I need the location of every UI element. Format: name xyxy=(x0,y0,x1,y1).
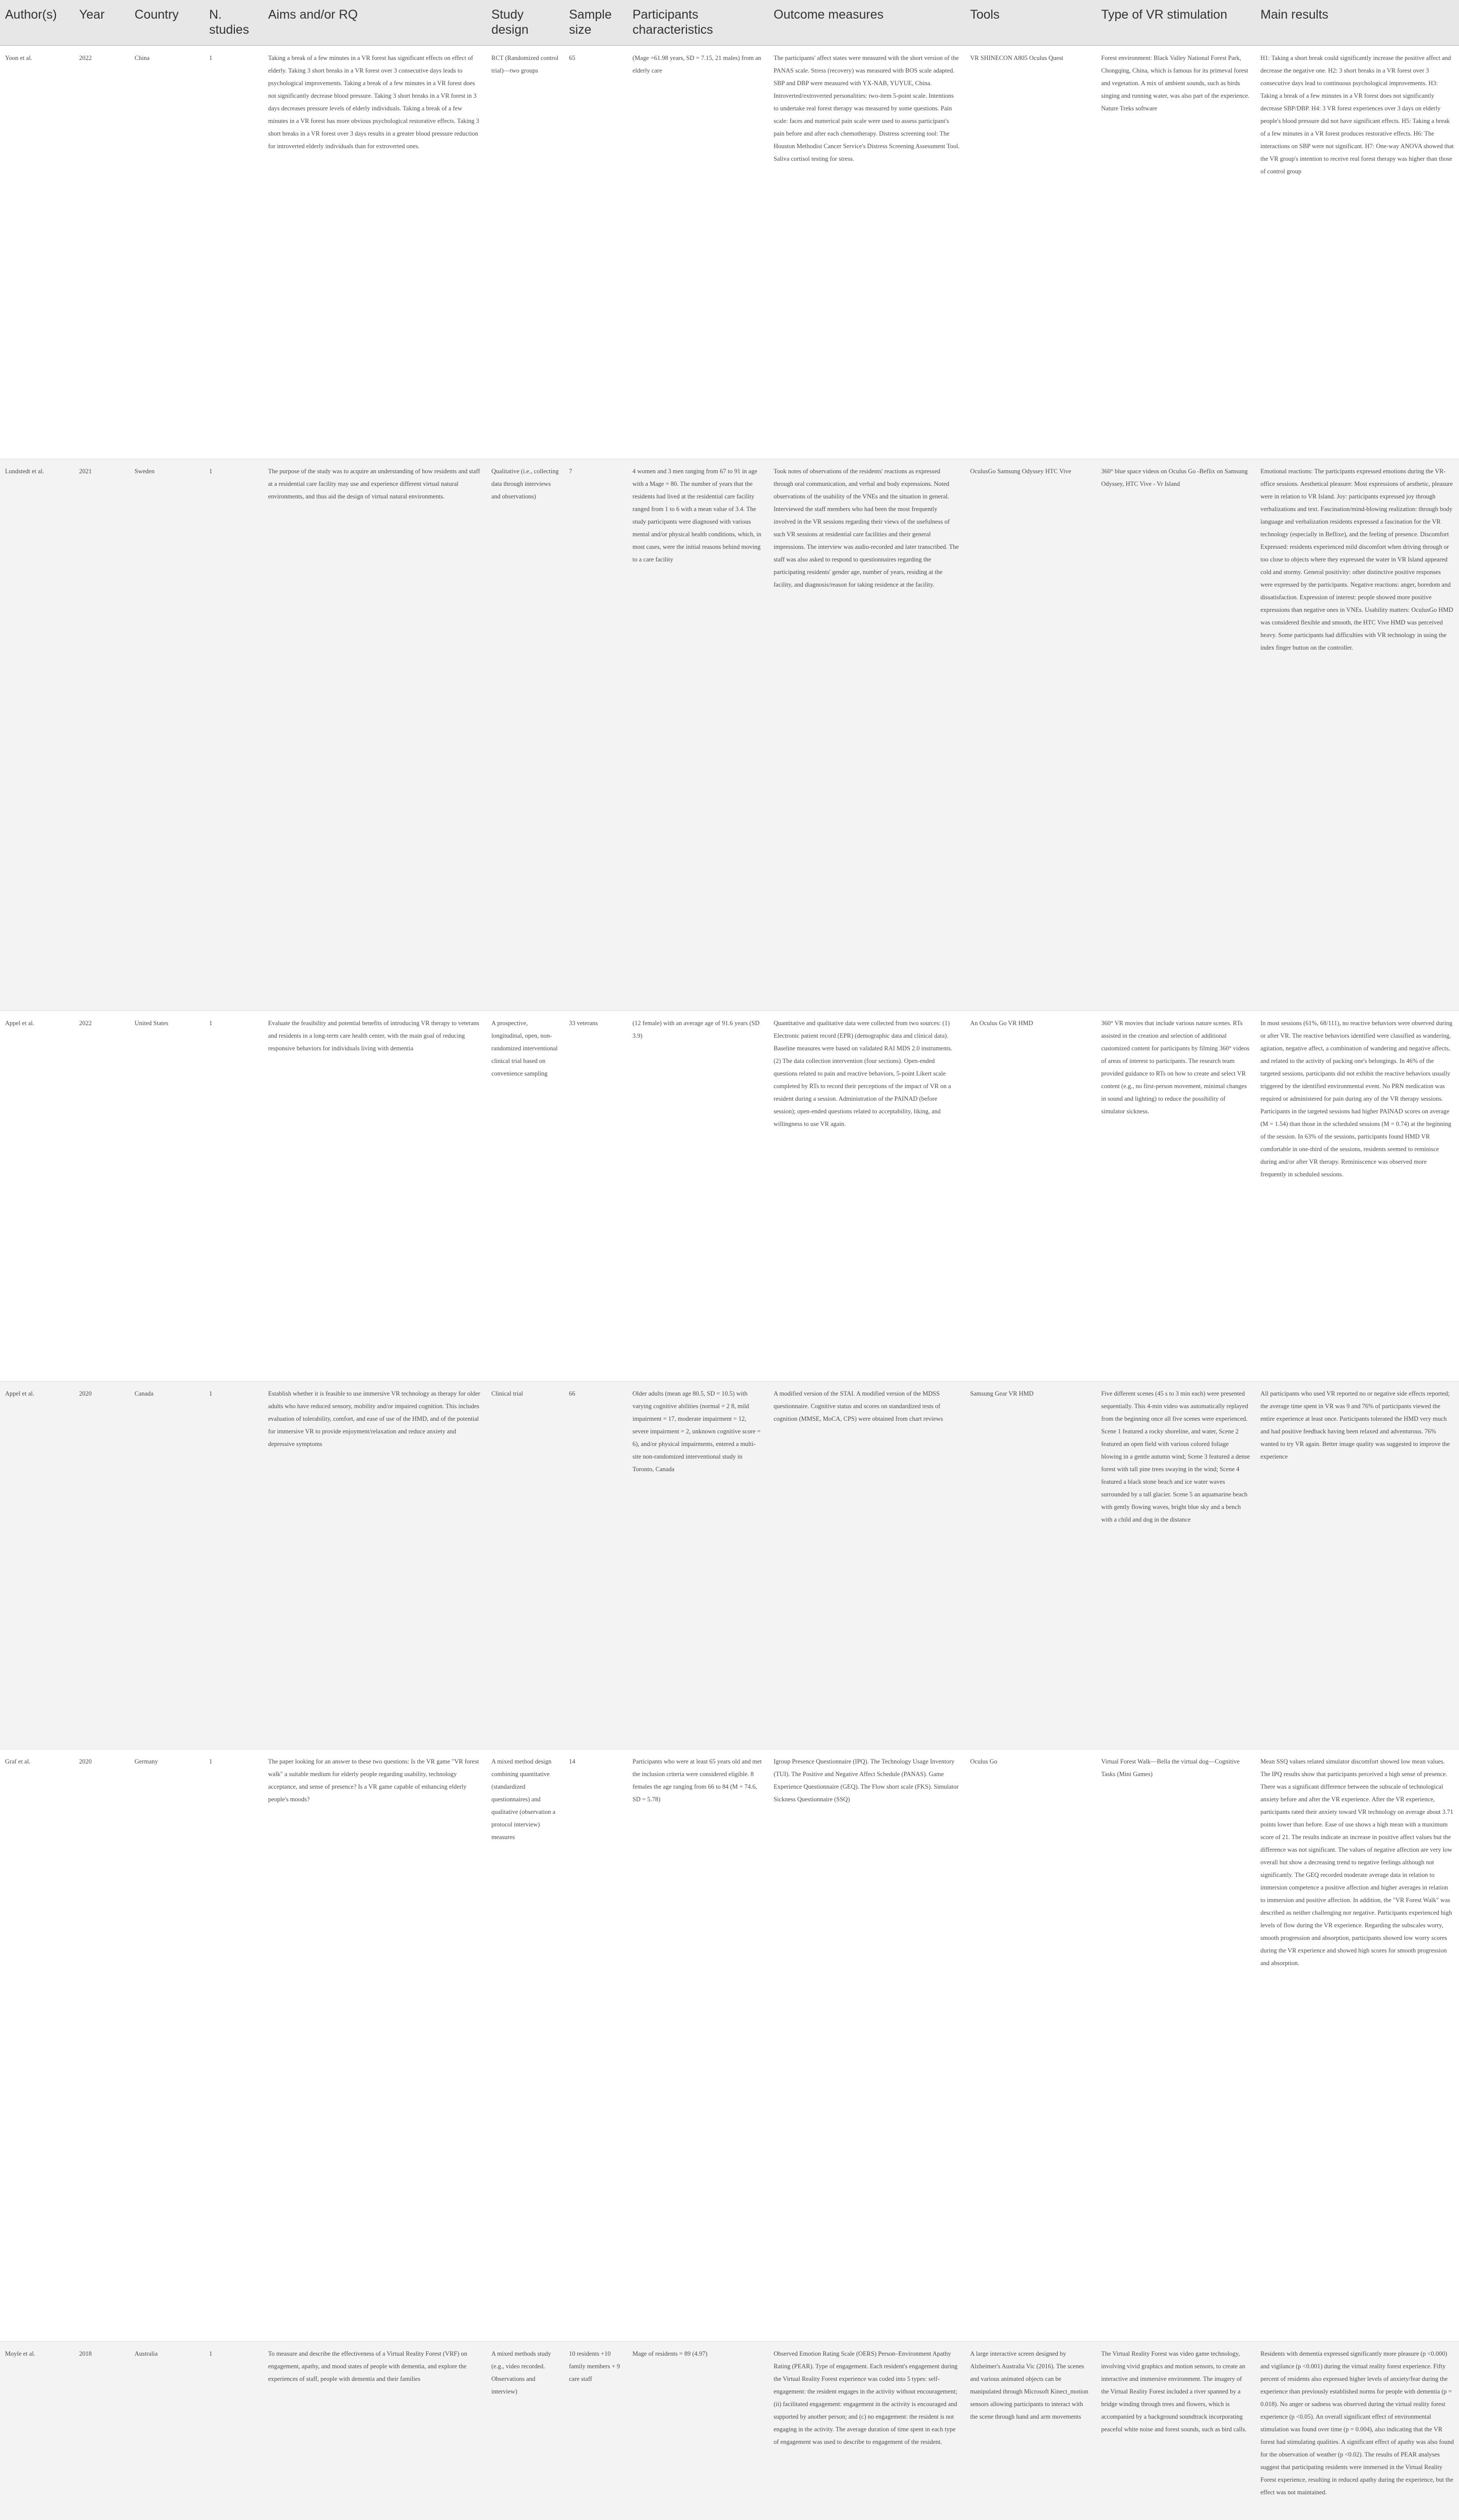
table-row xyxy=(0,1749,1459,2341)
cell-participants: Mage of residents = 89 (4.97) xyxy=(627,2341,769,2520)
header-row xyxy=(0,0,1459,45)
table-body xyxy=(0,45,1459,2520)
cell-sample: 14 xyxy=(564,1749,627,2341)
cell-year: 2020 xyxy=(74,1381,130,1749)
cell-author: Lundstedt et al. xyxy=(0,459,74,1011)
cell-sample: 66 xyxy=(564,1381,627,1749)
cell-n-studies: 1 xyxy=(204,459,263,1011)
cell-vr-type: Forest environment: Black Valley National Forest Park, Chongqing, China, which is famous for its primeval forest and vegetation. A mix of ambient sounds, such as birds singing and running water, was also part of the experience. Nature Treks software xyxy=(1096,45,1255,459)
cell-tools: Oculus Go xyxy=(965,1749,1096,2341)
cell-country: Australia xyxy=(130,2341,204,2520)
header-n-studies: N. studies xyxy=(204,0,263,45)
cell-results: Residents with dementia expressed significantly more pleasure (p <0.000) and vigilance (p <0.001) during the virtual reality forest experience. Fifty percent of residents also expressed higher levels of anxiety/fear during the experience than previously established norms for people with dementia (p = 0.018). No anger or sadness was observed during the virtual reality forest experience (p <0.05). An overall significant effect of environmental stimulation was found over time (p = 0.004), also indicating that the VR forest had stimulating qualities. A significant effect of apathy was also found for the observation of weather (p <0.02). The results of PEAR analyses suggest that participating residents were immersed in the Virtual Reality Forest experience, resulting in reduced apathy during the experience, but the effect was not maintained. xyxy=(1255,2341,1459,2520)
cell-results: Mean SSQ values related simulator discomfort showed low mean values. The IPQ results show that participants perceived a high sense of presence. There was a significant difference between the subscale of technological anxiety before and after the VR experience. After the VR experience, participants rated their anxiety toward VR technology on average about 3.71 points lower than before. Ease of use shows a high mean with a maximum score of 21. The results indicate an increase in positive affect values but the difference was not significant. The values of negative affection are very low overall but show a decreasing trend to negative feelings although not significantly. The GEQ recorded moderate average data in relation to immersion competence a positive affection and higher averages in relation to immersion and positive affection. In addition, the "VR Forest Walk" was described as neither challenging nor negative. Participants experienced high levels of flow during the VR experience. Regarding the subscales worry, smooth progression and absorption, participants showed low worry scores during the VR experience and showed high scores for smooth progression and absorption. xyxy=(1255,1749,1459,2341)
cell-participants: (Mage =61.98 years, SD = 7.15, 21 males) from an elderly care xyxy=(627,45,769,459)
header-author: Author(s) xyxy=(0,0,74,45)
cell-aims: Establish whether it is feasible to use immersive VR technology as therapy for older adults who have reduced sensory, mobility and/or impaired cognition. This includes evaluation of tolerability, comfort, and ease of use of the HMD, and of the potential for immersive VR to provide enjoyment/relaxation and reduce anxiety and depressive symptoms xyxy=(263,1381,486,1749)
cell-year: 2022 xyxy=(74,45,130,459)
cell-country: Germany xyxy=(130,1749,204,2341)
cell-results: In most sessions (61%, 68/111), no reactive behaviors were observed during or after VR. The reactive behaviors identified were classified as wandering, agitation, negative affect, a combination of wandering and negative affects, and related to the activity of packing one's belongings. In 46% of the targeted sessions, participants did not exhibit the reactive behaviors usually triggered by the identified environmental event. No PRN medication was required or administered for pain during any of the VR therapy sessions. Participants in the targeted sessions had higher PAINAD scores on average (M = 1.54) than those in the scheduled sessions (M = 0.74) at the beginning of the session. In 63% of the sessions, participants found HMD VR comfortable in one-third of the sessions, residents seemed to reminisce during and/or after VR therapy. Reminiscence was observed more frequently in scheduled sessions. xyxy=(1255,1011,1459,1381)
cell-author: Yoon et al. xyxy=(0,45,74,459)
header-vr-type: Type of VR stimulation xyxy=(1096,0,1255,45)
cell-author: Moyle et al. xyxy=(0,2341,74,2520)
cell-sample: 10 residents +10 family members + 9 care staff xyxy=(564,2341,627,2520)
cell-year: 2018 xyxy=(74,2341,130,2520)
header-participants: Participants characteristics xyxy=(627,0,769,45)
cell-n-studies: 1 xyxy=(204,1749,263,2341)
cell-author: Graf et al. xyxy=(0,1749,74,2341)
cell-aims: To measure and describe the effectiveness of a Virtual Reality Forest (VRF) on engagement, apathy, and mood states of people with dementia, and explore the experiences of staff, people with dementia and their families xyxy=(263,2341,486,2520)
cell-n-studies: 1 xyxy=(204,45,263,459)
cell-results: Emotional reactions: The participants expressed emotions during the VR-office sessions. Aesthetical pleasure: Most expressions of aesthetic, pleasure were in relation to VR Island. Joy: participants expressed joy through verbalizations and text. Fascination/mind-blowing realization: through body language and verbalization residents expressed a fascination for the VR technology (especially in Beflixe), and the feeling of presence. Discomfort Expressed: residents experienced mild discomfort when driving through or too close to objects where they expressed the water in VR Island appeared cold and stormy. General positivity: other distinctive positive responses were expressed by the participants. Negative reactions: anger, boredom and dissatisfaction. Expression of interest: people showed more positive expressions than negative ones in VNEs. Usability matters: OculusGo HMD was considered flexible and smooth, the HTC Vive HMD was perceived heavy. Some participants had difficulties with VR technology in using the index finger button on the controller. xyxy=(1255,459,1459,1011)
cell-country: Sweden xyxy=(130,459,204,1011)
cell-tools: VR SHINECON A805 Oculus Quest xyxy=(965,45,1096,459)
cell-year: 2020 xyxy=(74,1749,130,2341)
cell-aims: The paper looking for an answer to these two questions: Is the VR game "VR forest walk" a suitable medium for elderly people regarding usability, technology acceptance, and sense of presence? Is a VR game capable of enhancing elderly people's moods? xyxy=(263,1749,486,2341)
cell-design: A prospective, longitudinal, open, non-randomized interventional clinical trial based on convenience sampling xyxy=(486,1011,564,1381)
cell-design: RCT (Randomized control trial)—two groups xyxy=(486,45,564,459)
cell-country: China xyxy=(130,45,204,459)
cell-sample: 65 xyxy=(564,45,627,459)
cell-n-studies: 1 xyxy=(204,1011,263,1381)
cell-design: Clinical trial xyxy=(486,1381,564,1749)
table-row xyxy=(0,2341,1459,2520)
cell-author: Appel et al. xyxy=(0,1381,74,1749)
header-aims: Aims and/or RQ xyxy=(263,0,486,45)
cell-vr-type: 360° VR movies that include various nature scenes. RTs assisted in the creation and selection of additional customized content for participants by filming 360° videos of areas of interest to participants. The research team provided guidance to RTs on how to create and select VR content (e.g., no first-person movement, minimal changes in sound and lighting) to reduce the possibility of simulator sickness. xyxy=(1096,1011,1255,1381)
cell-tools: An Oculus Go VR HMD xyxy=(965,1011,1096,1381)
cell-outcomes: A modified version of the STAI. A modified version of the MDSS questionnaire. Cognitive status and scores on standardized tests of cognition (MMSE, MoCA, CPS) were obtained from chart reviews xyxy=(769,1381,965,1749)
cell-year: 2021 xyxy=(74,459,130,1011)
cell-country: United States xyxy=(130,1011,204,1381)
cell-design: A mixed method design combining quantitative (standardized questionnaires) and qualitative (observation a protocol interview) measures xyxy=(486,1749,564,2341)
cell-year: 2022 xyxy=(74,1011,130,1381)
cell-sample: 33 veterans xyxy=(564,1011,627,1381)
table-row xyxy=(0,459,1459,1011)
header-sample-size: Sample size xyxy=(564,0,627,45)
cell-aims: Taking a break of a few minutes in a VR forest has significant effects on effect of elderly. Taking 3 short breaks in a VR forest over 3 consecutive days leads to psychological improvements. Taking a break of a few minutes in a VR forest does not significantly decrease blood pressure. Taking 3 short breaks in a VR forest in 3 days decreases pressure levels of elderly individuals. Taking a break of a few minutes in a VR forest has more obvious psychological restorative effects. Taking 3 short breaks in a VR forest over 3 days results in a greater blood pressure reduction for introverted elderly individuals than for extroverted ones. xyxy=(263,45,486,459)
cell-vr-type: Virtual Forest Walk—Bella the virtual dog—Cognitive Tasks (Mini Games) xyxy=(1096,1749,1255,2341)
cell-tools: Samsung Gear VR HMD xyxy=(965,1381,1096,1749)
header-tools: Tools xyxy=(965,0,1096,45)
cell-vr-type: Five different scenes (45 s to 3 min each) were presented sequentially. This 4-min video was automatically replayed from the beginning once all five scenes were experienced. Scene 1 featured a rocky shoreline, and water, Scene 2 featured an open field with various colored foliage blowing in a gentle autumn wind; Scene 3 featured a dense forest with tall pine trees swaying in the wind; Scene 4 featured a black stone beach and ice water waves surrounded by a tall glacier. Scene 5 an aquamarine beach with gently flowing waves, bright blue sky and a bench with a child and dog in the distance xyxy=(1096,1381,1255,1749)
cell-vr-type: 360° blue space videos on Oculus Go -Beflix on Samsung Odyssey, HTC Vive - Vr Island xyxy=(1096,459,1255,1011)
cell-participants: (12 female) with an average age of 91.6 years (SD 3.9) xyxy=(627,1011,769,1381)
cell-outcomes: The participants' affect states were measured with the short version of the PANAS scale. Stress (recovery) was measured with BOS scale adapted. SBP and DBP were measured with YX-NAB, YUYUE, China. Introverted/extroverted personalities: two-item 5-point scale. Intentions to undertake real forest therapy was measured by some questions. Pain scale: faces and numerical pain scale were used to assess participant's pain before and after each chemotherapy. Distress screening tool: The Houston Methodist Cancer Service's Distress Screening Assessment Tool. Saliva cortisol testing for stress. xyxy=(769,45,965,459)
cell-participants: 4 women and 3 men ranging from 67 to 91 in age with a Mage = 80. The number of years that the residents had lived at the residential care facility ranged from 1 to 6 with a mean value of 3.4. The study participants were diagnosed with various mental and/or physical health conditions, which, in most cases, were the initial reasons behind moving to a care facility xyxy=(627,459,769,1011)
header-year: Year xyxy=(74,0,130,45)
cell-vr-type: The Virtual Reality Forest was video game technology, involving vivid graphics and motion sensors, to create an interactive and immersive environment. The imagery of the Virtual Reality Forest included a river spanned by a bridge winding through trees and flowers, which is accompanied by a background soundtrack incorporating peaceful white noise and forest sounds, such as bird calls. xyxy=(1096,2341,1255,2520)
header-outcome-measures: Outcome measures xyxy=(769,0,965,45)
cell-author: Appel et al. xyxy=(0,1011,74,1381)
cell-outcomes: Igroup Presence Questionnaire (IPQ). The Technology Usage Inventory (TUI). The Positive and Negative Affect Schedule (PANAS). Game Experience Questionnaire (GEQ). The Flow short scale (FKS). Simulator Sickness Questionnaire (SSQ) xyxy=(769,1749,965,2341)
header-country: Country xyxy=(130,0,204,45)
table-header xyxy=(0,0,1459,45)
cell-tools: OculusGo Samsung Odyssey HTC Vive xyxy=(965,459,1096,1011)
cell-aims: The purpose of the study was to acquire an understanding of how residents and staff at a residential care facility may use and experience different virtual natural environments, and thus aid the design of virtual natural environments. xyxy=(263,459,486,1011)
cell-sample: 7 xyxy=(564,459,627,1011)
table-row xyxy=(0,45,1459,459)
cell-n-studies: 1 xyxy=(204,2341,263,2520)
header-study-design: Study design xyxy=(486,0,564,45)
cell-results: All participants who used VR reported no or negative side effects reported; the average time spent in VR was 9 and 76% of participants viewed the entire experience at least once. Participants tolerated the HMD very much and had positive feedback having been relaxed and adventurous. 76% wanted to try VR again. Better image quality was suggested to improve the experience xyxy=(1255,1381,1459,1749)
cell-design: Qualitative (i.e., collecting data through interviews and observations) xyxy=(486,459,564,1011)
header-main-results: Main results xyxy=(1255,0,1459,45)
cell-participants: Participants who were at least 65 years old and met the inclusion criteria were considered eligible. 8 females the age ranging from 66 to 84 (M = 74.6, SD = 5.78) xyxy=(627,1749,769,2341)
table-row xyxy=(0,1381,1459,1749)
cell-participants: Older adults (mean age 80.5, SD = 10.5) with varying cognitive abilities (normal = 2 8, mild impairment = 17, moderate impairment = 12, severe impairment = 2, unknown cognitive score = 6), and/or physical impairments, entered a multi-site non-randomized interventional study in Toronto, Canada xyxy=(627,1381,769,1749)
cell-n-studies: 1 xyxy=(204,1381,263,1749)
cell-design: A mixed methods study (e.g., video recorded. Observations and interview) xyxy=(486,2341,564,2520)
cell-tools: A large interactive screen designed by Alzheimer's Australia Vic (2016). The scenes and various animated objects can be manipulated through Microsoft Kinect_motion sensors allowing participants to interact with the scene through hand and arm movements xyxy=(965,2341,1096,2520)
cell-results: H1: Taking a short break could significantly increase the positive affect and decrease the negative one. H2: 3 short breaks in a VR forest over 3 consecutive days lead to continuous psychological improvements. H3: Taking a break of a few minutes in a VR forest does not significantly decrease SBP/DBP. H4: 3 VR forest experiences over 3 days on elderly people's blood pressure did not have significant effects. H5: Taking a break of a few minutes in a VR forest produces restorative effects. H6: The interactions on SBP were not significant. H7: One-way ANOVA showed that the VR group's intention to receive real forest therapy was higher than those of control group xyxy=(1255,45,1459,459)
table-row xyxy=(0,1011,1459,1381)
cell-outcomes: Observed Emotion Rating Scale (OERS) Person–Environment Apathy Rating (PEAR). Type of engagement. Each resident's engagement during the Virtual Reality Forest experience was coded into 5 types: self-engagement: the resident engages in the activity without encouragement; (ii) facilitated engagement: engagement in the activity is encouraged and supported by another person; and (c) no engagement: the resident is not engaging in the activity. The average duration of time spent in each type of engagement was used to describe to engagement of the resident. xyxy=(769,2341,965,2520)
cell-aims: Evaluate the feasibility and potential benefits of introducing VR therapy to veterans and residents in a long-term care health center, with the main goal of reducing responsive behaviors for individuals living with dementia xyxy=(263,1011,486,1381)
cell-outcomes: Took notes of observations of the residents' reactions as expressed through oral communication, and verbal and body expressions. Noted observations of the usability of the VNEs and the situation in general. Interviewed the staff members who had been the most frequently involved in the VR sessions regarding their views of the usefulness of such VR sessions at residential care facilities and their general impressions. The interview was audio-recorded and later transcribed. The staff was also asked to respond to questionnaires regarding the participating residents' gender age, number of years, residing at the facility, and diagnosis/reason for taking residence at the facility. xyxy=(769,459,965,1011)
cell-country: Canada xyxy=(130,1381,204,1749)
cell-outcomes: Quantitative and qualitative data were collected from two sources: (1) Electronic patient record (EPR) (demographic data and clinical data). Baseline measures were based on validated RAI MDS 2.0 instruments. (2) The data collection intervention (four sections). Open-ended questions related to pain and reactive behaviors, 5-point Likert scale completed by RTs to record their perceptions of the impact of VR on a resident during a session. Administration of the PAINAD (before session); open-ended questions related to acceptability, liking, and willingness to use VR again. xyxy=(769,1011,965,1381)
